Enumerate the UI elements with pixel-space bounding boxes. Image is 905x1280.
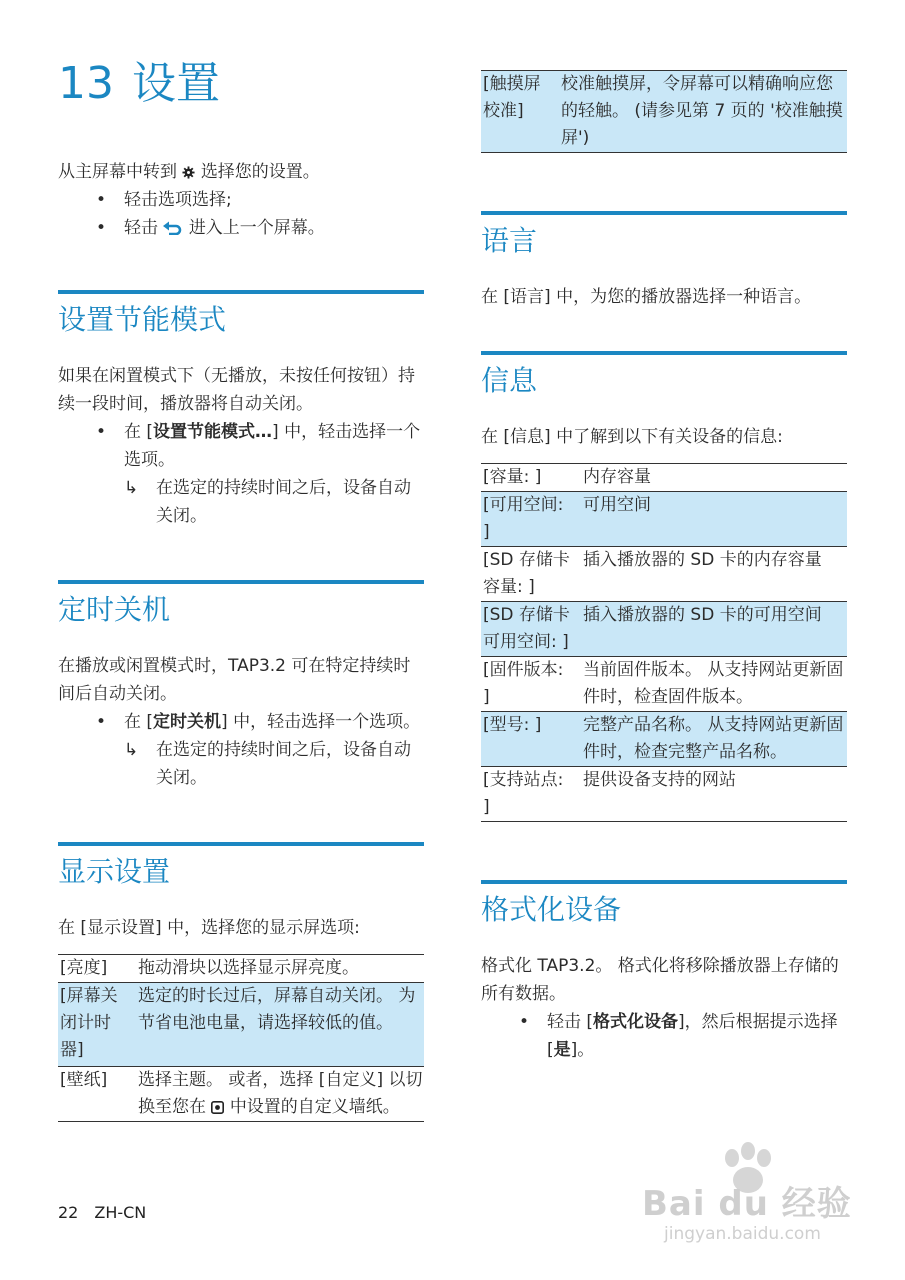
section-format [481,880,847,1064]
table-row [58,983,424,1067]
info-key: [SD 存储卡容量: ] [483,550,570,597]
bullet-bold-2: 是 [553,1040,571,1060]
info-key: [可用空间: ] [481,492,581,547]
section-bullets [519,1008,847,1064]
watermark-url: jingyan.baidu.com [664,1224,821,1244]
gear-icon [182,166,195,179]
intro-pre: 从主屏幕中转到 [58,162,177,182]
result-line [124,736,424,792]
section-title: 信息 [481,364,538,397]
option-value [136,1067,424,1122]
section-rule [481,211,847,215]
section-rule [58,580,424,584]
bullet [96,418,424,530]
bullet-pre: 轻击 [ [547,1012,594,1032]
option-value: 校准触摸屏，令屏幕可以精确响应您的轻触。 (请参见第 7 页的 '校准触摸屏') [559,71,847,153]
info-key: [容量: ] [483,467,542,487]
bullet-bold: 格式化设备 [593,1012,679,1032]
section-rule [58,842,424,846]
section-title: 语言 [481,224,538,257]
section-title: 格式化设备 [481,893,622,926]
table-row [481,71,847,153]
section-bullets [96,708,424,792]
info-value: 可用空间 [581,492,847,547]
table-row [481,657,847,712]
chapter-name: 设置 [132,58,220,109]
table-row [58,1067,424,1122]
info-value: 插入播放器的 SD 卡的可用空间 [581,602,847,657]
bullet-post: ] 中，轻击选择一个选项。 [221,712,421,732]
table-row [481,547,847,602]
info-value: 提供设备支持的网站 [583,770,736,790]
section-title: 定时关机 [58,593,171,626]
result-text: 在选定的持续时间之后，设备自动关闭。 [156,740,411,788]
section-body: 在播放或闲置模式时，TAP3.2 可在特定持续时间后自动关闭。 [58,656,411,704]
section-body: 如果在闲置模式下（无播放，未按任何按钮）持续一段时间，播放器将自动关闭。 [58,366,415,414]
section-rule [481,880,847,884]
intro-bullet-1: • 轻击选项选择; [96,186,424,214]
section-rule [58,290,424,294]
info-value: 内存容量 [583,467,651,487]
bullet [96,708,424,792]
section-info [481,351,847,822]
section-sleep-timer [58,580,424,792]
info-value: 当前固件版本。 从支持网站更新固件时，检查固件版本。 [583,660,844,707]
table-row [481,492,847,547]
info-key: [型号: ] [481,712,581,767]
info-value: 插入播放器的 SD 卡的内存容量 [583,550,822,570]
bullet-post: ] 中，轻击选择一个选项。 [124,422,421,470]
wallpaper-pre: 选择主题。 或者，选择 [自定义] 以切换至您在 [138,1070,423,1117]
back-icon [163,221,183,235]
right-column [481,70,847,1064]
info-key: [SD 存储卡可用空间: ] [481,602,581,657]
back-pre: 轻击 [124,218,158,238]
bullet-pre: 在 [ [124,422,154,442]
result-text: 在选定的持续时间之后，设备自动关闭。 [156,478,411,526]
section-body: 格式化 TAP3.2。 格式化将移除播放器上存储的所有数据。 [481,956,839,1004]
info-value: 完整产品名称。 从支持网站更新固件时，检查完整产品名称。 [581,712,847,767]
bullet-post: ]。 [570,1040,595,1060]
section-language [481,211,847,311]
intro-bullets [96,186,424,242]
table-row [481,464,847,492]
back-post: 进入上一个屏幕。 [188,218,325,238]
bullet-mid: ]，然后根据提示选择 [ [547,1012,838,1060]
section-power-save [58,290,424,530]
info-key: [固件版本: ] [483,660,564,707]
touch-calibration-table [481,70,847,153]
info-table [481,463,847,822]
bullet-bold: 定时关机 [153,712,222,732]
chapter-title [58,58,424,110]
section-title: 设置节能模式 [58,303,227,336]
watermark-brand: Bai du 经验 [642,1184,852,1224]
section-title: 显示设置 [58,855,171,888]
section-body: 在 [语言] 中，为您的播放器选择一种语言。 [481,287,812,307]
option-key: [壁纸] [60,1070,108,1090]
intro-bullet-2 [96,214,424,242]
page-number: 22 [58,1203,79,1222]
table-row [481,712,847,767]
option-key: [亮度] [60,958,108,978]
intro-post: 选择您的设置。 [200,162,320,182]
section-rule [481,351,847,355]
wallpaper-post: 中设置的自定义墙纸。 [229,1097,400,1117]
picture-icon [211,1101,224,1114]
bullet-pre: 在 [ [124,712,154,732]
option-value: 选定的时长过后，屏幕自动关闭。 为节省电池电量，请选择较低的值。 [136,983,424,1067]
section-bullets [96,418,424,530]
table-row [481,767,847,822]
bullet [519,1008,847,1064]
option-key: [触摸屏校准] [481,71,559,153]
option-key: [屏幕关闭计时器] [58,983,136,1067]
result-arrow-icon: ↳ [124,478,139,498]
section-body: 在 [显示设置] 中，选择您的显示屏选项: [58,918,360,938]
option-value: 拖动滑块以选择显示屏亮度。 [138,958,359,978]
page-footer [58,1203,162,1222]
chapter-number: 13 [58,58,114,109]
left-column [58,58,424,1122]
bullet-bold: 设置节能模式… [153,422,273,442]
result-arrow-icon: ↳ [124,740,139,760]
intro-line [58,158,424,186]
section-display [58,842,424,1122]
baidu-watermark [640,1142,860,1252]
display-options-table [58,954,424,1122]
table-row [58,955,424,983]
info-key: [支持站点: ] [483,770,564,817]
language-code: ZH-CN [94,1203,147,1222]
section-body: 在 [信息] 中了解到以下有关设备的信息: [481,427,783,447]
table-row [481,602,847,657]
result-line [124,474,424,530]
